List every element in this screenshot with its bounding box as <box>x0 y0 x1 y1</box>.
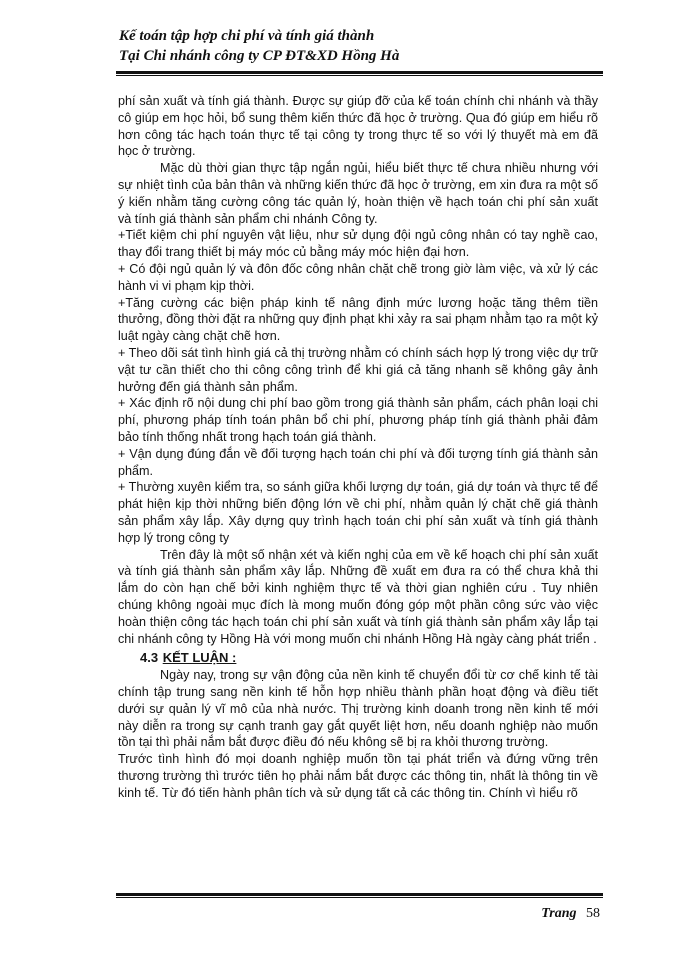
header-divider <box>116 71 603 74</box>
body-paragraph: Trên đây là một số nhận xét và kiến nghị của em về kế hoạch chi phí sản xuất và tính giá thành sản phẩm xây lắp. Những đề xuất em đưa ra có thể chưa khả thi lắm do còn hạn chế bởi kinh nghiệm thực tế và thời gian nghiên cứu . Tuy nhiên chúng không ngoài mục đích là mong muốn đóng góp một phần công sức vào việc hoàn thiện công tác hạch toán chi phí sản xuất và tính giá thành sản phẩm xây lắp tại chi nhánh công ty Hồng Hà với mong muốn chi nhánh Hồng Hà ngày càng phát triển . <box>118 547 598 646</box>
body-paragraph: phí sản xuất và tính giá thành. Được sự giúp đỡ của kế toán chính chi nhánh và thầy cô giúp em học hỏi, bổ sung thêm kiến thức đã học ở trường. Qua đó giúp em hiểu rõ hơn công tác hạch toán thực tế tại công ty trong thực tế so với lý thuyết mà em đã học ở trường. <box>118 94 598 159</box>
recommendation-item: + Theo dõi sát tình hình giá cả thị trường nhằm có chính sách hợp lý trong việc dự trữ vật tư cần thiết cho thi công công trình để khi giá cả tăng nhanh sẽ không gây ảnh hưởng đến giá thành sản phẩm. <box>118 345 598 394</box>
body-paragraph: Mặc dù thời gian thực tập ngắn ngủi, hiểu biết thực tế chưa nhiều nhưng với sự nhiệt tình của bản thân và những kiến thức đã học ở trường, em xin đưa ra một số ý kiến nhằm tăng cường công tác quản lý, hoàn thiện về hạch toán chi phí sản xuất và tính giá thành sản phẩm chi nhánh Công ty. <box>118 161 598 226</box>
header-divider-thin <box>116 75 603 76</box>
page-body <box>118 93 598 802</box>
page-footer <box>541 906 600 922</box>
recommendation-item: +Tiết kiệm chi phí nguyên vật liệu, như sử dụng đội ngủ công nhân có tay nghề cao, thay đổi trang thiết bị máy móc củ bằng máy móc hiện đại hơn. <box>118 228 598 260</box>
conclusion-paragraph: Trước tình hình đó mọi doanh nghiệp muốn tồn tại phát triển và đứng vững trên thương trường thì trước tiên họ phải nắm bắt được các thông tin, nhất là thông tin về kinh tế. Từ đó tiến hành phân tích và sử dụng tất cả các thông tin. Chính vì hiểu rõ <box>118 752 598 800</box>
page-header <box>119 26 599 66</box>
footer-divider-thin <box>116 897 603 898</box>
section-heading <box>140 649 598 666</box>
header-title-line-2: Tại Chi nhánh công ty CP ĐT&XD Hồng Hà <box>119 48 400 64</box>
section-title: KẾT LUẬN : <box>162 650 237 666</box>
recommendation-item: + Thường xuyên kiểm tra, so sánh giữa khối lượng dự toán, giá dự toán và thực tế để phát hiện kịp thời những biến động lớn về chi phí, nhằm quản lý chặt chẽ giá thành sản phẩm xây lắp. Xây dựng quy trình hạch toán chi phí sản xuất và tính giá thành hợp lý trong công ty <box>118 480 598 545</box>
recommendation-item: + Vận dụng đúng đắn về đối tượng hạch toán chi phí và đối tượng tính giá thành sản phẩm. <box>118 446 598 478</box>
section-number: 4.3 <box>140 650 159 666</box>
recommendation-item: + Có đội ngủ quản lý và đôn đốc công nhân chặt chẽ trong giờ làm việc, và xử lý các hành vi vi phạm kịp thời. <box>118 261 598 293</box>
page-number: 58 <box>586 906 600 921</box>
page-label: Trang <box>541 906 577 921</box>
recommendation-item: + Xác định rõ nội dung chi phí bao gồm trong giá thành sản phẩm, cách phân loại chi phí, phương pháp tính toán phân bổ chi phí, phương pháp tính giá thành phải đảm bảo tính thống nhất trong hạch toán giá thành. <box>118 396 598 444</box>
footer-divider <box>116 893 603 896</box>
header-title-line-1: Kế toán tập hợp chi phí và tính giá thành <box>119 28 375 44</box>
recommendation-item: +Tăng cường các biện pháp kinh tế nâng định mức lương hoặc tăng thêm tiền thưởng, đồng thời đặt ra những quy định phạt khi xảy ra sai phạm nhằm tạo ra một kỷ luật ngày càng chặt chẽ hơn. <box>118 295 598 344</box>
conclusion-paragraph: Ngày nay, trong sự vận động của nền kinh tế chuyển đổi từ cơ chế kinh tế tài chính tập trung sang nền kinh tế hỗn hợp nhiều thành phần hoạt động và điều tiết dưới sự quản lý vĩ mô của nhà nước. Thị trường kinh doanh trong nền kinh tế mới này diễn ra trong sự cạnh tranh gay gắt quyết liệt hơn, nếu doanh nghiệp nào muốn tồn tại thì phải nắm bắt được điều đó nếu không sẽ bị ra khỏi thương trường. <box>118 668 598 750</box>
